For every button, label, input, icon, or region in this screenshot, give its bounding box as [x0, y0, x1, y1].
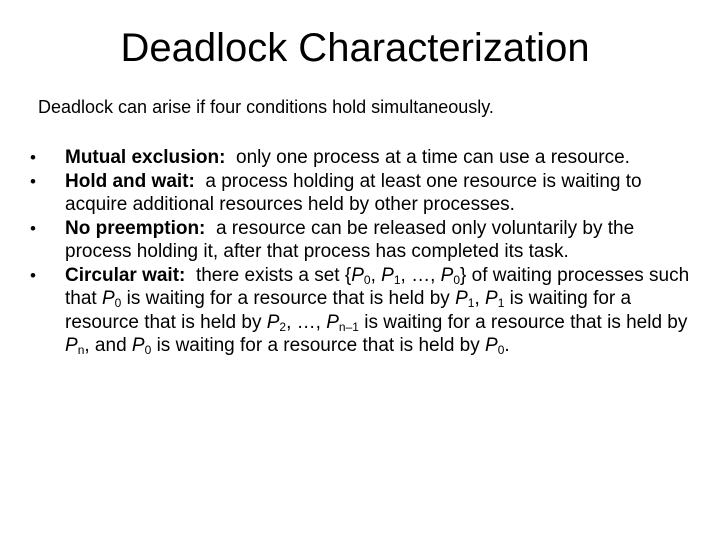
process-symbol: P [326, 311, 339, 333]
bullet-list [30, 146, 690, 358]
bullet-icon: • [30, 265, 36, 285]
process-symbol: P [485, 335, 498, 356]
bullet-text: is waiting for a resource that is held by [151, 335, 486, 356]
bullet-text: is waiting for a resource that is held by [121, 288, 456, 309]
bullet-term: Mutual exclusion: [65, 147, 226, 168]
separator: , [430, 264, 441, 286]
subscript: 2 [279, 319, 287, 334]
intro-text: Deadlock can arise if four conditions hold simultaneously. [38, 97, 494, 117]
bullet-text: , [474, 288, 486, 309]
slide-title: Deadlock Characterization [120, 26, 590, 70]
ellipsis: … [411, 264, 431, 286]
bullet-text: a resource can be released only voluntarily by the process holding it, after that process has completed its task. [65, 217, 635, 262]
bullet-term: No preemption: [65, 217, 206, 239]
subscript: 1 [393, 272, 401, 287]
bullet-text: is waiting for a resource that is held by [65, 288, 632, 333]
process-symbol: P [266, 311, 280, 333]
bullet-icon: • [30, 148, 36, 167]
process-symbol: P [455, 288, 468, 309]
separator: , [370, 264, 382, 286]
process-symbol: P [131, 335, 145, 356]
process-symbol: P [101, 288, 115, 309]
subscript: 0 [144, 343, 152, 357]
subscript: 1 [467, 296, 475, 310]
subscript: n–1 [338, 319, 359, 334]
subscript: 0 [453, 272, 460, 287]
bullet-text: } of waiting processes such that [65, 264, 690, 309]
bullet-text: only one process at a time can use a resource. [236, 147, 630, 168]
bullet-text: , and [84, 335, 132, 356]
bullet-text: is waiting for a resource that is held by [358, 311, 688, 333]
process-symbol: P [65, 335, 78, 356]
subscript: n [77, 343, 85, 357]
bullet-icon: • [30, 171, 36, 191]
bullet-mutual-exclusion [30, 146, 690, 170]
subscript: 0 [114, 296, 122, 310]
bullet-text: , …, [286, 311, 327, 333]
bullet-circular-wait [30, 264, 690, 358]
process-symbol: P [440, 264, 454, 286]
process-symbol: P [381, 264, 394, 286]
separator: , [400, 264, 412, 286]
bullet-text: a process holding at least one resource is waiting to acquire additional resources held by other processes. [65, 170, 642, 215]
subscript: 1 [497, 296, 505, 310]
process-symbol: P [351, 264, 364, 286]
bullet-term: Hold and wait: [65, 170, 195, 192]
subscript: 0 [497, 343, 505, 357]
bullet-icon: • [30, 218, 36, 238]
bullet-text: . [504, 335, 510, 356]
bullet-term: Circular wait: [65, 264, 186, 286]
bullet-no-preemption [30, 217, 690, 264]
process-symbol: P [485, 288, 498, 309]
subscript: 0 [363, 272, 371, 287]
bullet-text: there exists a set { [195, 264, 352, 286]
bullet-hold-and-wait [30, 170, 690, 217]
